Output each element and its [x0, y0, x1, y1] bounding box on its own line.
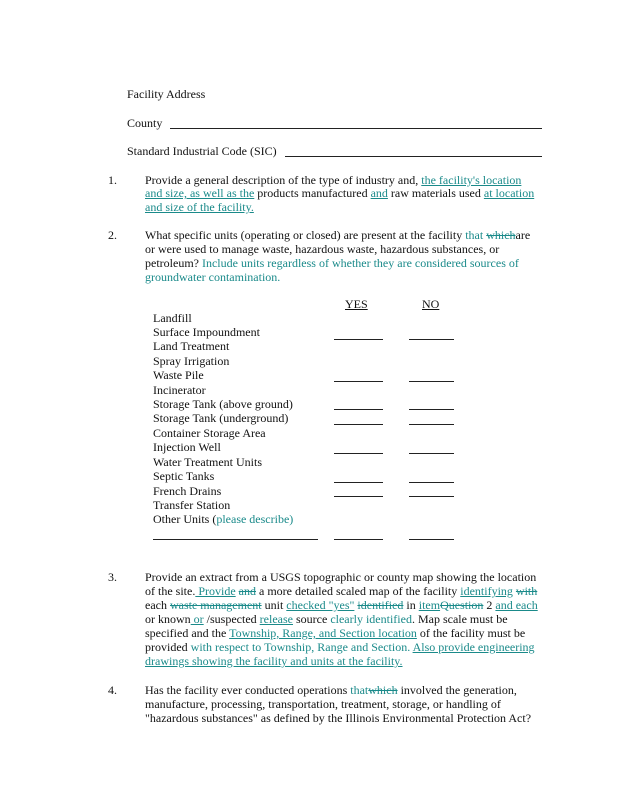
unit-injection-well: Injection Well — [153, 440, 221, 454]
q1-line-2: and size, as well as the products manufactured and raw materials used at location — [145, 186, 535, 200]
unit-storage-tank-above: Storage Tank (above ground) — [153, 397, 293, 411]
county-field[interactable] — [170, 128, 542, 129]
unit-other: Other Units (please describe) — [153, 512, 294, 526]
q1-line-3: and size of the facility. — [145, 200, 254, 214]
q4-line-2: manufacture, processing, transportation, treatment, storage, or handling of — [145, 697, 501, 711]
unit-container-storage: Container Storage Area — [153, 426, 266, 440]
q2-line-1: What specific units (operating or closed) are present at the facility that whichare — [145, 228, 531, 242]
q4-line-1: Has the facility ever conducted operations thatwhich involved the generation, — [145, 683, 517, 697]
yes-blank-storage-tank-above[interactable] — [334, 409, 383, 410]
no-blank-septic-tanks[interactable] — [409, 482, 454, 483]
unit-transfer-station: Transfer Station — [153, 498, 231, 512]
unit-water-treatment: Water Treatment Units — [153, 455, 263, 469]
unit-surface-impoundment: Surface Impoundment — [153, 325, 260, 339]
q3-line-2: of the site. Provide and a more detailed scaled map of the facility identifying with — [145, 584, 538, 598]
yes-blank-surface-impoundment[interactable] — [334, 339, 383, 340]
yes-blank-injection-well[interactable] — [334, 453, 383, 454]
unit-spray-irrigation: Spray Irrigation — [153, 354, 230, 368]
q2-line-4: groundwater contamination. — [145, 270, 281, 284]
q3-line-3: each waste management unit checked "yes" identified in itemQuestion 2 and each — [145, 598, 538, 612]
yes-blank-waste-pile[interactable] — [334, 381, 383, 382]
sic-field[interactable] — [285, 156, 542, 157]
no-blank-injection-well[interactable] — [409, 453, 454, 454]
no-blank-other[interactable] — [409, 539, 454, 540]
q3-line-1: Provide an extract from a USGS topographic or county map showing the location — [145, 570, 537, 584]
q3-number: 3. — [108, 570, 117, 584]
no-column-header: NO — [422, 297, 440, 311]
no-blank-storage-tank-above[interactable] — [409, 409, 454, 410]
unit-septic-tanks: Septic Tanks — [153, 469, 215, 483]
yes-blank-storage-tank-under[interactable] — [334, 424, 383, 425]
unit-land-treatment: Land Treatment — [153, 339, 230, 353]
q1-line-1: Provide a general description of the type of industry and, the facility's location — [145, 173, 522, 187]
no-blank-surface-impoundment[interactable] — [409, 339, 454, 340]
other-units-describe-field[interactable] — [153, 539, 318, 540]
unit-landfill: Landfill — [153, 311, 192, 325]
q2-number: 2. — [108, 228, 117, 242]
yes-blank-septic-tanks[interactable] — [334, 482, 383, 483]
no-blank-storage-tank-under[interactable] — [409, 424, 454, 425]
yes-blank-french-drains[interactable] — [334, 496, 383, 497]
q3-line-5: specified and the Township, Range, and Section location of the facility must be — [145, 626, 526, 640]
unit-french-drains: French Drains — [153, 484, 222, 498]
yes-blank-other[interactable] — [334, 539, 383, 540]
county-label: County — [127, 116, 163, 130]
q4-line-3: "hazardous substances" as defined by the Illinois Environmental Protection Act? — [145, 711, 532, 725]
q1-number: 1. — [108, 173, 117, 187]
no-blank-waste-pile[interactable] — [409, 381, 454, 382]
sic-label: Standard Industrial Code (SIC) — [127, 144, 277, 158]
q2-line-3: petroleum? Include units regardless of whether they are considered sources of — [145, 256, 519, 270]
q4-number: 4. — [108, 683, 117, 697]
no-blank-french-drains[interactable] — [409, 496, 454, 497]
yes-column-header: YES — [345, 297, 368, 311]
unit-incinerator: Incinerator — [153, 383, 206, 397]
unit-storage-tank-under: Storage Tank (underground) — [153, 411, 289, 425]
facility-address-label: Facility Address — [127, 87, 206, 101]
q3-line-6: provided with respect to Township, Range and Section. Also provide engineering — [145, 640, 535, 654]
q2-line-2: or were used to manage waste, hazardous waste, hazardous substances, or — [145, 242, 500, 256]
q3-line-7: drawings showing the facility and units at the facility. — [145, 654, 403, 668]
unit-waste-pile: Waste Pile — [153, 368, 204, 382]
q3-line-4: or known or /suspected release source clearly identified. Map scale must be — [145, 612, 508, 626]
